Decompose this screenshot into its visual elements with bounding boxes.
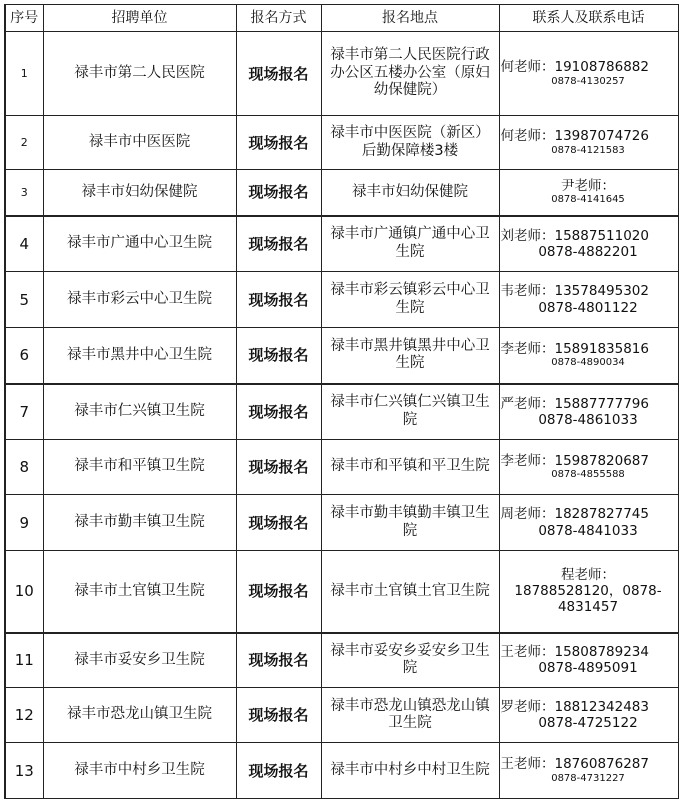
- contact-cell: [499, 32, 678, 116]
- table-row: [5, 116, 678, 170]
- header-method: 报名方式: [236, 5, 321, 32]
- row-number: 5: [5, 272, 43, 328]
- contact-person: 周老师：18287827745: [500, 506, 649, 523]
- signup-location: 禄丰市妥安乡妥安乡卫生院: [321, 633, 499, 688]
- unit-name: 禄丰市土官镇卫生院: [43, 551, 236, 633]
- contact-person: 严老师：15887777796: [500, 395, 649, 412]
- contact-cell: [499, 272, 678, 328]
- header-row: [5, 5, 678, 32]
- table-row: [5, 495, 678, 551]
- signup-method: 现场报名: [236, 743, 321, 799]
- table-row: [5, 216, 678, 272]
- unit-name: 禄丰市恐龙山镇卫生院: [43, 688, 236, 743]
- signup-method: 现场报名: [236, 384, 321, 440]
- header-location: 报名地点: [321, 5, 499, 32]
- table-row: [5, 688, 678, 743]
- unit-name: 禄丰市广通中心卫生院: [43, 216, 236, 272]
- recruitment-table: [4, 4, 679, 799]
- signup-location: 禄丰市彩云镇彩云中心卫生院: [321, 272, 499, 328]
- row-number: 8: [5, 440, 43, 495]
- table-row: [5, 440, 678, 495]
- header-contact: 联系人及联系电话: [499, 5, 678, 32]
- signup-method: 现场报名: [236, 688, 321, 743]
- signup-method: 现场报名: [236, 170, 321, 216]
- signup-method: 现场报名: [236, 551, 321, 633]
- contact-phone: 0878-4855588: [551, 469, 625, 481]
- contact-person: 韦老师：13578495302: [500, 283, 649, 300]
- signup-method: 现场报名: [236, 328, 321, 384]
- table-row: [5, 633, 678, 688]
- contact-phone: 0878-4801122: [538, 299, 638, 316]
- signup-location: 禄丰市中村乡中村卫生院: [321, 743, 499, 799]
- row-number: 3: [5, 170, 43, 216]
- signup-location: 禄丰市恐龙山镇恐龙山镇卫生院: [321, 688, 499, 743]
- signup-location: 禄丰市勤丰镇勤丰镇卫生院: [321, 495, 499, 551]
- signup-location: 禄丰市和平镇和平卫生院: [321, 440, 499, 495]
- unit-name: 禄丰市中医医院: [43, 116, 236, 170]
- contact-phone: 0878-4841033: [538, 522, 638, 539]
- table-row: [5, 32, 678, 116]
- contact-cell: [499, 688, 678, 743]
- contact-phone: 18788528120，0878-4831457: [514, 583, 662, 616]
- unit-name: 禄丰市和平镇卫生院: [43, 440, 236, 495]
- unit-name: 禄丰市中村乡卫生院: [43, 743, 236, 799]
- signup-location: 禄丰市土官镇土官卫生院: [321, 551, 499, 633]
- row-number: 10: [5, 551, 43, 633]
- unit-name: 禄丰市第二人民医院: [43, 32, 236, 116]
- signup-location: 禄丰市黑井镇黑井中心卫生院: [321, 328, 499, 384]
- contact-phone: 0878-4882201: [538, 243, 638, 260]
- contact-cell: [499, 216, 678, 272]
- contact-person: 程老师：: [561, 566, 615, 583]
- signup-method: 现场报名: [236, 495, 321, 551]
- header-unit: 招聘单位: [43, 5, 236, 32]
- signup-location: 禄丰市仁兴镇仁兴镇卫生院: [321, 384, 499, 440]
- table-row: [5, 384, 678, 440]
- signup-method: 现场报名: [236, 633, 321, 688]
- unit-name: 禄丰市黑井中心卫生院: [43, 328, 236, 384]
- signup-method: 现场报名: [236, 440, 321, 495]
- contact-phone: 0878-4121583: [551, 144, 625, 156]
- row-number: 4: [5, 216, 43, 272]
- row-number: 2: [5, 116, 43, 170]
- contact-phone: 0878-4890034: [551, 357, 625, 369]
- unit-name: 禄丰市妇幼保健院: [43, 170, 236, 216]
- contact-cell: [499, 551, 678, 633]
- contact-phone: 0878-4731227: [551, 772, 625, 784]
- row-number: 6: [5, 328, 43, 384]
- contact-person: 李老师：15987820687: [500, 452, 649, 469]
- table-row: [5, 170, 678, 216]
- row-number: 12: [5, 688, 43, 743]
- signup-method: 现场报名: [236, 272, 321, 328]
- contact-cell: [499, 170, 678, 216]
- contact-cell: [499, 495, 678, 551]
- contact-phone: 0878-4130257: [551, 75, 625, 87]
- signup-method: 现场报名: [236, 32, 321, 116]
- contact-person: 王老师：18760876287: [500, 756, 649, 773]
- signup-location: 禄丰市中医医院（新区）后勤保障楼3楼: [321, 116, 499, 170]
- unit-name: 禄丰市勤丰镇卫生院: [43, 495, 236, 551]
- contact-person: 何老师：13987074726: [500, 128, 649, 145]
- row-number: 11: [5, 633, 43, 688]
- contact-cell: [499, 116, 678, 170]
- contact-phone: 0878-4141645: [551, 194, 625, 206]
- contact-person: 刘老师：15887511020: [500, 227, 649, 244]
- unit-name: 禄丰市妥安乡卫生院: [43, 633, 236, 688]
- contact-person: 王老师：15808789234: [500, 644, 649, 661]
- unit-name: 禄丰市仁兴镇卫生院: [43, 384, 236, 440]
- contact-cell: [499, 743, 678, 799]
- header-no: 序号: [5, 5, 43, 32]
- contact-cell: [499, 633, 678, 688]
- signup-method: 现场报名: [236, 216, 321, 272]
- row-number: 9: [5, 495, 43, 551]
- row-number: 1: [5, 32, 43, 116]
- contact-cell: [499, 384, 678, 440]
- signup-location: 禄丰市第二人民医院行政办公区五楼办公室（原妇幼保健院）: [321, 32, 499, 116]
- signup-method: 现场报名: [236, 116, 321, 170]
- contact-phone: 0878-4725122: [538, 715, 638, 731]
- table-row: [5, 551, 678, 633]
- recruitment-table-container: [4, 4, 679, 799]
- contact-cell: [499, 328, 678, 384]
- signup-location: 禄丰市妇幼保健院: [321, 170, 499, 216]
- contact-person: 罗老师：18812342483: [500, 698, 649, 715]
- unit-name: 禄丰市彩云中心卫生院: [43, 272, 236, 328]
- contact-phone: 0878-4861033: [538, 411, 638, 428]
- contact-person: 李老师：15891835816: [500, 341, 649, 358]
- table-row: [5, 272, 678, 328]
- table-row: [5, 743, 678, 799]
- contact-person: 尹老师：: [561, 178, 615, 195]
- contact-cell: [499, 440, 678, 495]
- signup-location: 禄丰市广通镇广通中心卫生院: [321, 216, 499, 272]
- row-number: 7: [5, 384, 43, 440]
- row-number: 13: [5, 743, 43, 799]
- contact-person: 何老师：19108786882: [500, 59, 649, 76]
- contact-phone: 0878-4895091: [538, 660, 638, 677]
- table-row: [5, 328, 678, 384]
